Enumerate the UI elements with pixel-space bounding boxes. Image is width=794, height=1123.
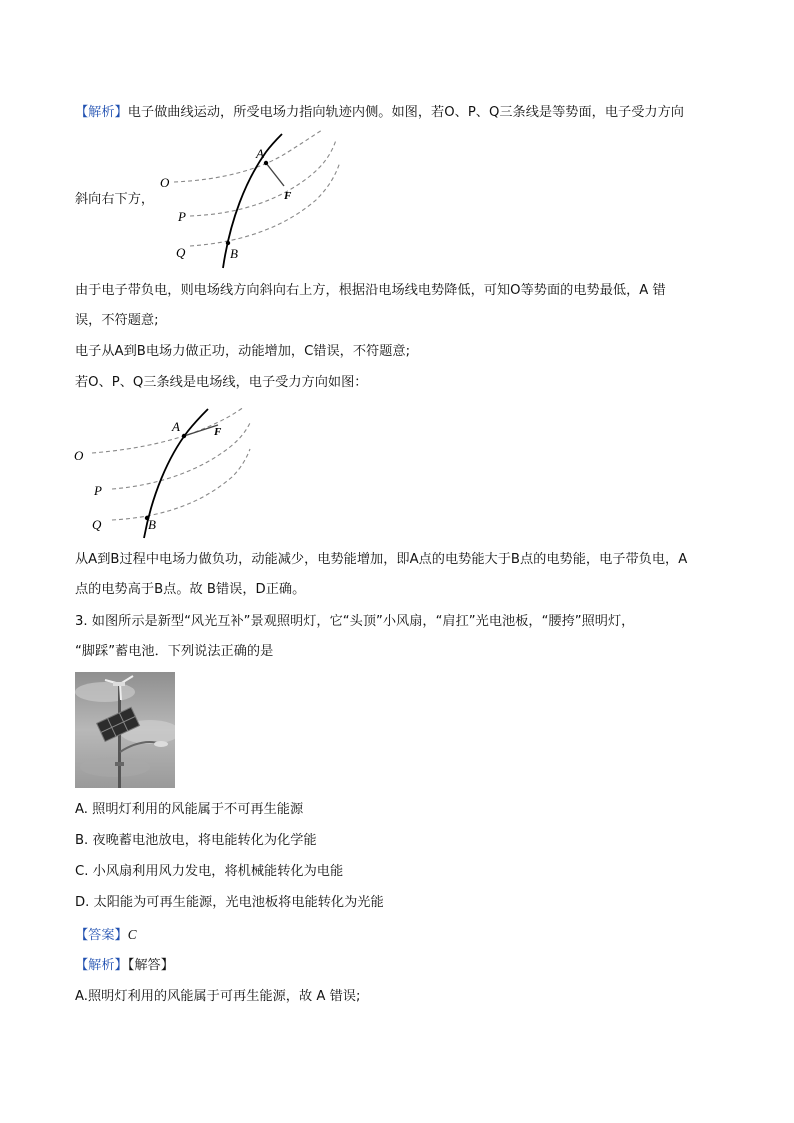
fig2-label-B: B xyxy=(148,517,156,532)
analysis-line-7: 从A到B过程中电场力做负功，动能减少，电势能增加，即A点的电势能大于B点的电势能，电子带负电，A xyxy=(75,552,688,567)
option-d: D. 太阳能为可再生能源，光电池板将电能转化为光能 xyxy=(75,895,384,910)
fig2-label-A: A xyxy=(172,419,180,434)
analysis-header xyxy=(75,957,174,975)
analysis-line-1: 【解析】电子做曲线运动，所受电场力指向轨迹内侧。如图，若O、P、Q三条线是等势面，电子受力方向 xyxy=(75,105,684,120)
analysis-tag-2: 【解析】 xyxy=(75,958,128,973)
option-c: C. 小风扇利用风力发电，将机械能转化为电能 xyxy=(75,864,344,879)
question-line-1: 3. 如图所示是新型“风光互补”景观照明灯，它“头顶”小风扇，“肩扛”光电池板，“腰挎”照明灯， xyxy=(75,614,635,629)
fig1-label-F: F xyxy=(284,190,292,202)
analysis-tag: 【解析】 xyxy=(75,105,128,120)
analysis-line-5: 电子从A到B电场力做正功，动能增加，C错误，不符题意; xyxy=(75,344,411,359)
option-b: B. 夜晚蓄电池放电，将电能转化为化学能 xyxy=(75,833,317,848)
answer-line xyxy=(75,926,137,945)
option-a: A. 照明灯利用的风能属于不可再生能源 xyxy=(75,802,304,817)
fig2-label-Q: Q xyxy=(92,517,102,532)
answer-value: C xyxy=(127,927,137,942)
fig1-label-P: P xyxy=(178,209,186,224)
figure-equipotential xyxy=(160,130,350,270)
analysis-line-3: 由于电子带负电，则电场线方向斜向右上方，根据沿电场线电势降低，可知O等势面的电势最低，A 错 xyxy=(75,283,666,298)
analysis-final-line: A.照明灯利用的风能属于可再生能源，故 A 错误; xyxy=(75,989,361,1004)
fig2-label-O: O xyxy=(74,448,84,463)
street-lamp-photo xyxy=(75,672,175,788)
solution-tag: 【解答】 xyxy=(127,958,174,973)
figure-field-lines xyxy=(72,405,262,540)
fig2-label-F: F xyxy=(214,426,222,438)
fig1-label-A: A xyxy=(256,146,264,161)
answer-tag: 【答案】 xyxy=(75,928,128,943)
analysis-line-8: 点的电势高于B点。故 B错误，D正确。 xyxy=(75,582,306,597)
analysis-line-6: 若O、P、Q三条线是电场线，电子受力方向如图： xyxy=(75,375,368,390)
fig1-label-Q: Q xyxy=(176,245,186,260)
analysis-line-4: 误，不符题意; xyxy=(75,313,159,328)
question-line-2: “脚踩”蓄电池．下列说法正确的是 xyxy=(75,644,274,659)
fig1-label-O: O xyxy=(160,175,170,190)
analysis-line-2: 斜向右下方， xyxy=(75,192,155,207)
fig2-label-P: P xyxy=(94,483,102,498)
fig1-label-B: B xyxy=(230,246,238,261)
